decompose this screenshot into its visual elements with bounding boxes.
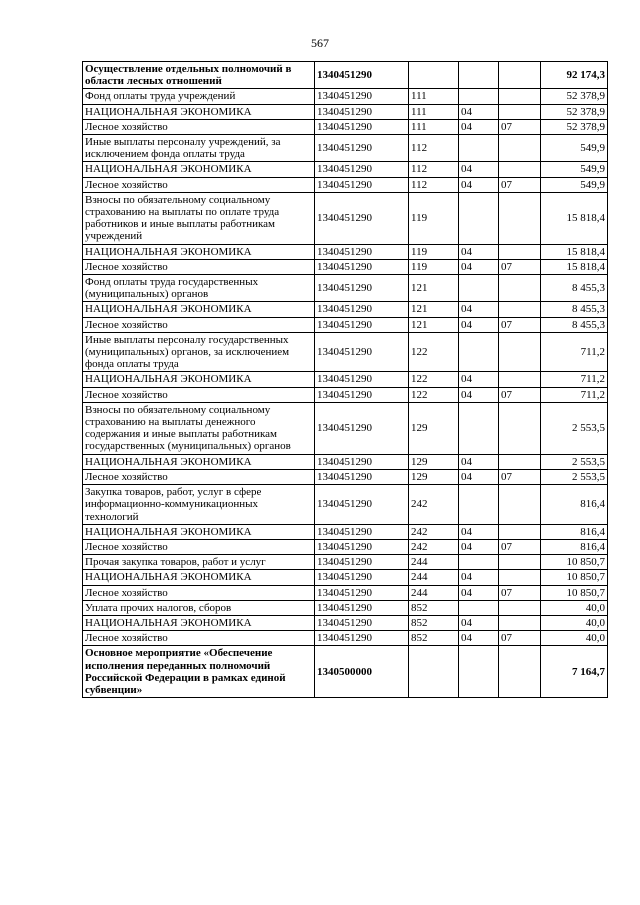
row-section-cell: 04 — [459, 585, 499, 600]
row-amount-cell: 40,0 — [541, 615, 608, 630]
row-code-cell: 1340451290 — [315, 244, 409, 259]
row-name-cell: НАЦИОНАЛЬНАЯ ЭКОНОМИКА — [83, 162, 315, 177]
row-subsection-cell: 07 — [499, 259, 541, 274]
row-expense-type-cell: 122 — [409, 332, 459, 372]
table-row — [83, 555, 608, 570]
table-row — [83, 454, 608, 469]
row-expense-type-cell: 112 — [409, 162, 459, 177]
table-row — [83, 244, 608, 259]
table-row — [83, 275, 608, 302]
row-code-cell: 1340451290 — [315, 615, 409, 630]
row-name-cell: НАЦИОНАЛЬНАЯ ЭКОНОМИКА — [83, 615, 315, 630]
row-code-cell: 1340451290 — [315, 317, 409, 332]
row-amount-cell: 2 553,5 — [541, 402, 608, 454]
row-subsection-cell — [499, 244, 541, 259]
row-subsection-cell — [499, 600, 541, 615]
row-name-cell: НАЦИОНАЛЬНАЯ ЭКОНОМИКА — [83, 244, 315, 259]
row-expense-type-cell: 119 — [409, 192, 459, 244]
row-section-cell: 04 — [459, 631, 499, 646]
row-section-cell — [459, 485, 499, 525]
row-name-cell: Иные выплаты персоналу учреждений, за исключением фонда оплаты труда — [83, 135, 315, 162]
table-row — [83, 177, 608, 192]
row-subsection-cell — [499, 646, 541, 698]
row-subsection-cell — [499, 485, 541, 525]
row-amount-cell: 711,2 — [541, 332, 608, 372]
row-section-cell: 04 — [459, 259, 499, 274]
row-expense-type-cell: 111 — [409, 119, 459, 134]
row-expense-type-cell: 121 — [409, 317, 459, 332]
row-code-cell: 1340451290 — [315, 62, 409, 89]
row-subsection-cell — [499, 104, 541, 119]
row-amount-cell: 10 850,7 — [541, 555, 608, 570]
row-name-cell: НАЦИОНАЛЬНАЯ ЭКОНОМИКА — [83, 570, 315, 585]
table-row — [83, 89, 608, 104]
row-code-cell: 1340451290 — [315, 469, 409, 484]
row-subsection-cell — [499, 570, 541, 585]
row-amount-cell: 816,4 — [541, 524, 608, 539]
row-subsection-cell: 07 — [499, 177, 541, 192]
row-name-cell: НАЦИОНАЛЬНАЯ ЭКОНОМИКА — [83, 104, 315, 119]
table-row — [83, 302, 608, 317]
row-code-cell: 1340451290 — [315, 372, 409, 387]
row-section-cell — [459, 135, 499, 162]
row-subsection-cell — [499, 192, 541, 244]
row-expense-type-cell — [409, 646, 459, 698]
table-row — [83, 615, 608, 630]
row-section-cell: 04 — [459, 539, 499, 554]
row-name-cell: Фонд оплаты труда государственных (муниципальных) органов — [83, 275, 315, 302]
row-subsection-cell — [499, 162, 541, 177]
table-body — [83, 62, 608, 698]
row-section-cell: 04 — [459, 615, 499, 630]
table-row — [83, 539, 608, 554]
row-subsection-cell — [499, 62, 541, 89]
row-expense-type-cell: 244 — [409, 555, 459, 570]
table-row — [83, 62, 608, 89]
row-amount-cell: 52 378,9 — [541, 89, 608, 104]
row-name-cell: Лесное хозяйство — [83, 317, 315, 332]
row-subsection-cell — [499, 372, 541, 387]
row-subsection-cell: 07 — [499, 119, 541, 134]
row-expense-type-cell: 119 — [409, 244, 459, 259]
row-amount-cell: 52 378,9 — [541, 104, 608, 119]
row-name-cell: Взносы по обязательному социальному страхованию на выплаты денежного содержания и иные выплаты работникам государственных (муниципальных) органов — [83, 402, 315, 454]
row-code-cell: 1340451290 — [315, 631, 409, 646]
row-amount-cell: 10 850,7 — [541, 570, 608, 585]
table-row — [83, 162, 608, 177]
row-section-cell: 04 — [459, 119, 499, 134]
row-expense-type-cell: 129 — [409, 402, 459, 454]
table-row — [83, 387, 608, 402]
row-amount-cell: 711,2 — [541, 387, 608, 402]
row-section-cell — [459, 402, 499, 454]
row-name-cell: Лесное хозяйство — [83, 177, 315, 192]
row-expense-type-cell: 112 — [409, 177, 459, 192]
row-code-cell: 1340451290 — [315, 162, 409, 177]
row-section-cell: 04 — [459, 162, 499, 177]
row-section-cell: 04 — [459, 387, 499, 402]
row-section-cell — [459, 62, 499, 89]
row-amount-cell: 52 378,9 — [541, 119, 608, 134]
row-subsection-cell: 07 — [499, 387, 541, 402]
row-name-cell: Прочая закупка товаров, работ и услуг — [83, 555, 315, 570]
row-subsection-cell: 07 — [499, 585, 541, 600]
row-expense-type-cell: 244 — [409, 570, 459, 585]
row-name-cell: Основное мероприятие «Обеспечение исполнения переданных полномочий Российской Федерации в рамках единой субвенции» — [83, 646, 315, 698]
row-code-cell: 1340451290 — [315, 485, 409, 525]
row-subsection-cell: 07 — [499, 631, 541, 646]
row-name-cell: Закупка товаров, работ, услуг в сфере информационно-коммуникационных технологий — [83, 485, 315, 525]
table-row — [83, 600, 608, 615]
row-amount-cell: 816,4 — [541, 485, 608, 525]
row-expense-type-cell: 244 — [409, 585, 459, 600]
row-amount-cell: 40,0 — [541, 600, 608, 615]
row-expense-type-cell: 112 — [409, 135, 459, 162]
row-subsection-cell — [499, 454, 541, 469]
row-subsection-cell — [499, 135, 541, 162]
row-amount-cell: 2 553,5 — [541, 469, 608, 484]
row-expense-type-cell: 129 — [409, 454, 459, 469]
row-code-cell: 1340451290 — [315, 332, 409, 372]
row-section-cell — [459, 332, 499, 372]
row-subsection-cell — [499, 615, 541, 630]
table-row — [83, 631, 608, 646]
row-name-cell: Фонд оплаты труда учреждений — [83, 89, 315, 104]
row-section-cell: 04 — [459, 177, 499, 192]
row-code-cell: 1340451290 — [315, 192, 409, 244]
row-subsection-cell: 07 — [499, 539, 541, 554]
table-row — [83, 104, 608, 119]
budget-table — [82, 61, 608, 698]
row-name-cell: Лесное хозяйство — [83, 119, 315, 134]
row-expense-type-cell: 242 — [409, 524, 459, 539]
row-name-cell: Взносы по обязательному социальному страхованию на выплаты по оплате труда работников и иные выплаты работникам учреждений — [83, 192, 315, 244]
row-section-cell — [459, 275, 499, 302]
row-code-cell: 1340451290 — [315, 177, 409, 192]
row-name-cell: Лесное хозяйство — [83, 387, 315, 402]
page-number: 567 — [311, 36, 329, 50]
row-code-cell: 1340451290 — [315, 524, 409, 539]
row-subsection-cell — [499, 555, 541, 570]
row-name-cell: Лесное хозяйство — [83, 631, 315, 646]
table-row — [83, 259, 608, 274]
table-row — [83, 317, 608, 332]
row-amount-cell: 8 455,3 — [541, 275, 608, 302]
row-name-cell: НАЦИОНАЛЬНАЯ ЭКОНОМИКА — [83, 372, 315, 387]
row-section-cell — [459, 89, 499, 104]
row-expense-type-cell: 121 — [409, 275, 459, 302]
row-subsection-cell — [499, 302, 541, 317]
row-code-cell: 1340451290 — [315, 600, 409, 615]
row-expense-type-cell: 111 — [409, 104, 459, 119]
row-subsection-cell — [499, 524, 541, 539]
row-name-cell: Лесное хозяйство — [83, 585, 315, 600]
row-expense-type-cell: 242 — [409, 485, 459, 525]
table-row — [83, 646, 608, 698]
row-code-cell: 1340451290 — [315, 135, 409, 162]
table-row — [83, 570, 608, 585]
row-code-cell: 1340451290 — [315, 89, 409, 104]
row-code-cell: 1340451290 — [315, 402, 409, 454]
row-expense-type-cell: 129 — [409, 469, 459, 484]
table-row — [83, 485, 608, 525]
row-subsection-cell: 07 — [499, 317, 541, 332]
table-row — [83, 332, 608, 372]
row-name-cell: Лесное хозяйство — [83, 539, 315, 554]
row-expense-type-cell: 852 — [409, 600, 459, 615]
row-name-cell: Лесное хозяйство — [83, 259, 315, 274]
row-section-cell: 04 — [459, 317, 499, 332]
row-expense-type-cell: 119 — [409, 259, 459, 274]
table-row — [83, 119, 608, 134]
row-code-cell: 1340451290 — [315, 259, 409, 274]
row-expense-type-cell: 242 — [409, 539, 459, 554]
row-name-cell: Осуществление отдельных полномочий в области лесных отношений — [83, 62, 315, 89]
row-code-cell: 1340451290 — [315, 302, 409, 317]
row-code-cell: 1340451290 — [315, 570, 409, 585]
table-row — [83, 585, 608, 600]
row-section-cell: 04 — [459, 570, 499, 585]
row-section-cell: 04 — [459, 372, 499, 387]
row-section-cell — [459, 555, 499, 570]
row-expense-type-cell: 122 — [409, 387, 459, 402]
row-code-cell: 1340451290 — [315, 387, 409, 402]
row-section-cell — [459, 600, 499, 615]
row-section-cell: 04 — [459, 104, 499, 119]
row-expense-type-cell — [409, 62, 459, 89]
row-expense-type-cell: 852 — [409, 615, 459, 630]
row-subsection-cell — [499, 332, 541, 372]
row-amount-cell: 10 850,7 — [541, 585, 608, 600]
row-section-cell: 04 — [459, 524, 499, 539]
row-amount-cell: 15 818,4 — [541, 192, 608, 244]
row-amount-cell: 549,9 — [541, 135, 608, 162]
row-section-cell — [459, 646, 499, 698]
row-expense-type-cell: 111 — [409, 89, 459, 104]
row-code-cell: 1340451290 — [315, 539, 409, 554]
row-code-cell: 1340451290 — [315, 119, 409, 134]
row-amount-cell: 7 164,7 — [541, 646, 608, 698]
table-row — [83, 135, 608, 162]
row-code-cell: 1340451290 — [315, 104, 409, 119]
row-subsection-cell — [499, 402, 541, 454]
row-expense-type-cell: 121 — [409, 302, 459, 317]
row-code-cell: 1340451290 — [315, 585, 409, 600]
row-amount-cell: 92 174,3 — [541, 62, 608, 89]
row-expense-type-cell: 852 — [409, 631, 459, 646]
row-amount-cell: 2 553,5 — [541, 454, 608, 469]
row-amount-cell: 15 818,4 — [541, 244, 608, 259]
row-amount-cell: 816,4 — [541, 539, 608, 554]
row-code-cell: 1340451290 — [315, 454, 409, 469]
row-code-cell: 1340451290 — [315, 275, 409, 302]
row-amount-cell: 549,9 — [541, 177, 608, 192]
row-code-cell: 1340451290 — [315, 555, 409, 570]
row-section-cell: 04 — [459, 469, 499, 484]
row-expense-type-cell: 122 — [409, 372, 459, 387]
table-row — [83, 469, 608, 484]
row-subsection-cell — [499, 275, 541, 302]
table-row — [83, 402, 608, 454]
row-amount-cell: 711,2 — [541, 372, 608, 387]
row-amount-cell: 8 455,3 — [541, 317, 608, 332]
row-name-cell: Иные выплаты персоналу государственных (муниципальных) органов, за исключением фонда оплаты труда — [83, 332, 315, 372]
row-section-cell — [459, 192, 499, 244]
row-code-cell: 1340500000 — [315, 646, 409, 698]
row-section-cell: 04 — [459, 244, 499, 259]
table-row — [83, 372, 608, 387]
row-amount-cell: 15 818,4 — [541, 259, 608, 274]
row-section-cell: 04 — [459, 302, 499, 317]
row-amount-cell: 549,9 — [541, 162, 608, 177]
row-subsection-cell — [499, 89, 541, 104]
table-row — [83, 192, 608, 244]
row-name-cell: НАЦИОНАЛЬНАЯ ЭКОНОМИКА — [83, 302, 315, 317]
row-amount-cell: 8 455,3 — [541, 302, 608, 317]
row-name-cell: НАЦИОНАЛЬНАЯ ЭКОНОМИКА — [83, 454, 315, 469]
row-name-cell: Уплата прочих налогов, сборов — [83, 600, 315, 615]
row-name-cell: Лесное хозяйство — [83, 469, 315, 484]
row-section-cell: 04 — [459, 454, 499, 469]
row-amount-cell: 40,0 — [541, 631, 608, 646]
row-subsection-cell: 07 — [499, 469, 541, 484]
table-row — [83, 524, 608, 539]
row-name-cell: НАЦИОНАЛЬНАЯ ЭКОНОМИКА — [83, 524, 315, 539]
